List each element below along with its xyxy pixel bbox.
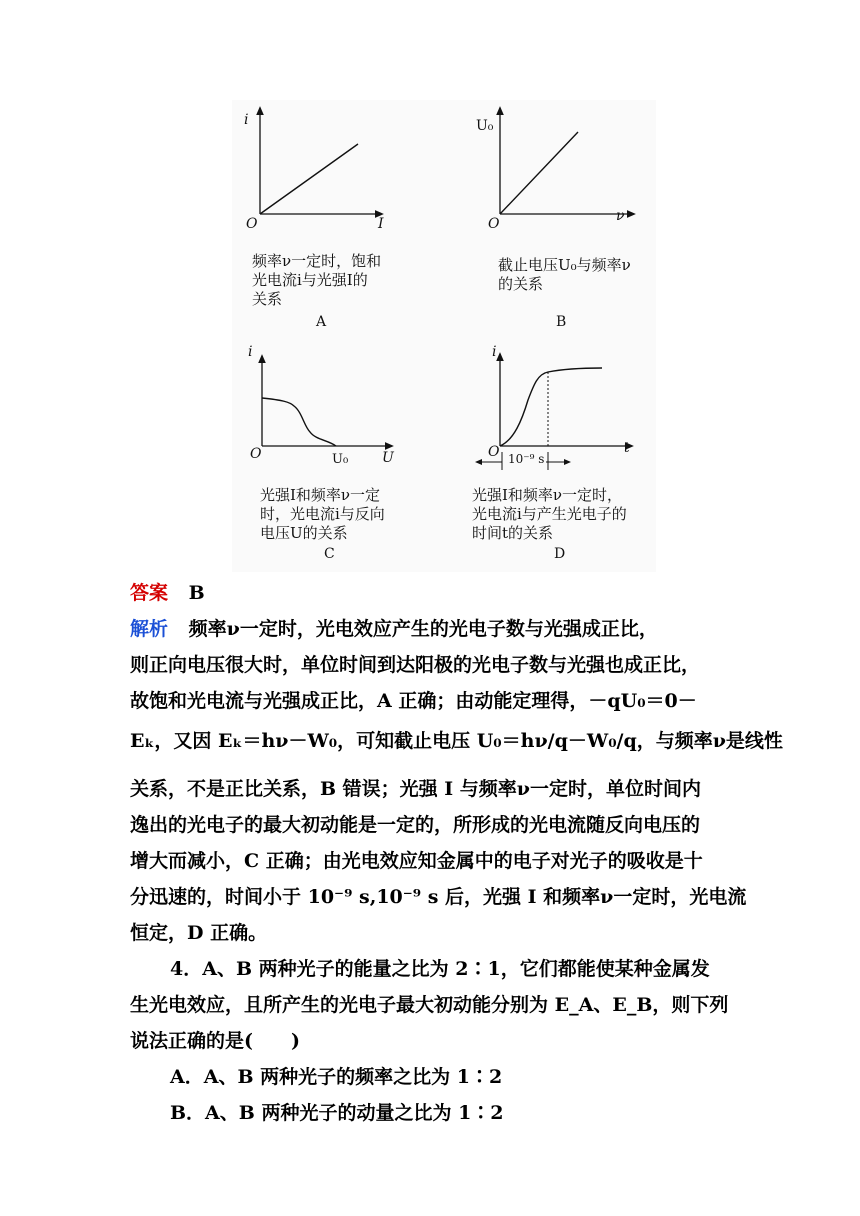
panel-a-line: [260, 144, 358, 214]
panel-b-line: [500, 132, 578, 214]
analysis-line-6: 逸出的光电子的最大初动能是一定的，所形成的光电流随反向电压的: [130, 814, 701, 836]
analysis-line-9: 恒定，D 正确。: [130, 922, 268, 944]
panel-b-origin: O: [488, 216, 500, 232]
answer-label: 答案: [130, 582, 169, 604]
panel-c-x-label: U: [382, 450, 394, 466]
analysis-line-4: Eₖ，又因 Eₖ＝hν－W₀，可知截止电压 U₀＝hν/q－W₀/q，与频率ν是线性: [130, 730, 783, 752]
option-a: A．A、B 两种光子的频率之比为 1∶2: [170, 1066, 503, 1088]
panel-c-y-label: i: [248, 344, 253, 360]
analysis-line-2: 则正向电压很大时，单位时间到达阳极的光电子数与光强也成正比，: [130, 654, 701, 676]
panel-c-origin: O: [250, 446, 262, 462]
question-line-1: 4．A、B 两种光子的能量之比为 2∶1，它们都能使某种金属发: [170, 958, 710, 980]
answer-value: B: [188, 582, 205, 604]
panel-c-graph: [262, 358, 390, 446]
panel-c-x-mark: U₀: [332, 452, 349, 467]
panel-b-caption: 截止电压U₀与频率ν 的关系: [498, 256, 631, 293]
panel-c-caption: 光强I和频率ν一定 时，光电流i与反向 电压U的关系: [260, 486, 385, 542]
panel-b-graph: [500, 110, 632, 214]
panel-a-graph: [260, 110, 380, 214]
panel-d-x-label: t: [624, 440, 630, 456]
analysis-line-3: 故饱和光电流与光强成正比，A 正确；由动能定理得，－qU₀＝0－: [130, 690, 697, 712]
option-b: B．A、B 两种光子的动量之比为 1∶2: [170, 1102, 504, 1124]
panel-c-curve: [262, 398, 336, 446]
question-line-3: 说法正确的是( ): [130, 1030, 300, 1052]
panel-d-graph: [478, 356, 630, 470]
analysis-line-1: 解析 频率ν一定时，光电效应产生的光电子数与光强成正比，: [130, 618, 658, 640]
figure-graphs: [232, 100, 656, 572]
question-line-2: 生光电效应，且所产生的光电子最大初动能分别为 E_A、E_B，则下列: [130, 994, 729, 1016]
panel-d-curve: [500, 368, 602, 446]
panel-b-letter: B: [556, 314, 567, 330]
panel-a-origin: O: [246, 216, 258, 232]
analysis-line-5: 关系，不是正比关系，B 错误；光强 I 与频率ν一定时，单位时间内: [130, 778, 701, 800]
analysis-line-7: 增大而减小，C 正确；由光电效应知金属中的电子对光子的吸收是十: [130, 850, 703, 872]
analysis-label: 解析: [130, 618, 169, 640]
panel-b-x-label: ν: [616, 208, 625, 224]
panel-a-x-label: I: [378, 216, 384, 232]
answer-line: [130, 578, 205, 605]
analysis-line-8: 分迅速的，时间小于 10⁻⁹ s,10⁻⁹ s 后，光强 I 和频率ν一定时，光电流: [130, 886, 747, 908]
panel-b-y-label: U₀: [476, 118, 494, 134]
panel-c-letter: C: [324, 546, 335, 562]
panel-a-caption: 频率ν一定时，饱和 光电流i与光强I的 关系: [252, 252, 382, 308]
panel-d-x-mark: 10⁻⁹ s: [508, 452, 545, 466]
panel-d-letter: D: [554, 546, 566, 562]
panel-a-y-label: i: [244, 112, 249, 128]
panel-d-y-label: i: [492, 344, 497, 360]
panel-d-origin: O: [488, 444, 500, 460]
panel-d-caption: 光强I和频率ν一定时， 光电流i与产生光电子的 时间t的关系: [472, 486, 627, 542]
panel-a-letter: A: [316, 314, 327, 330]
